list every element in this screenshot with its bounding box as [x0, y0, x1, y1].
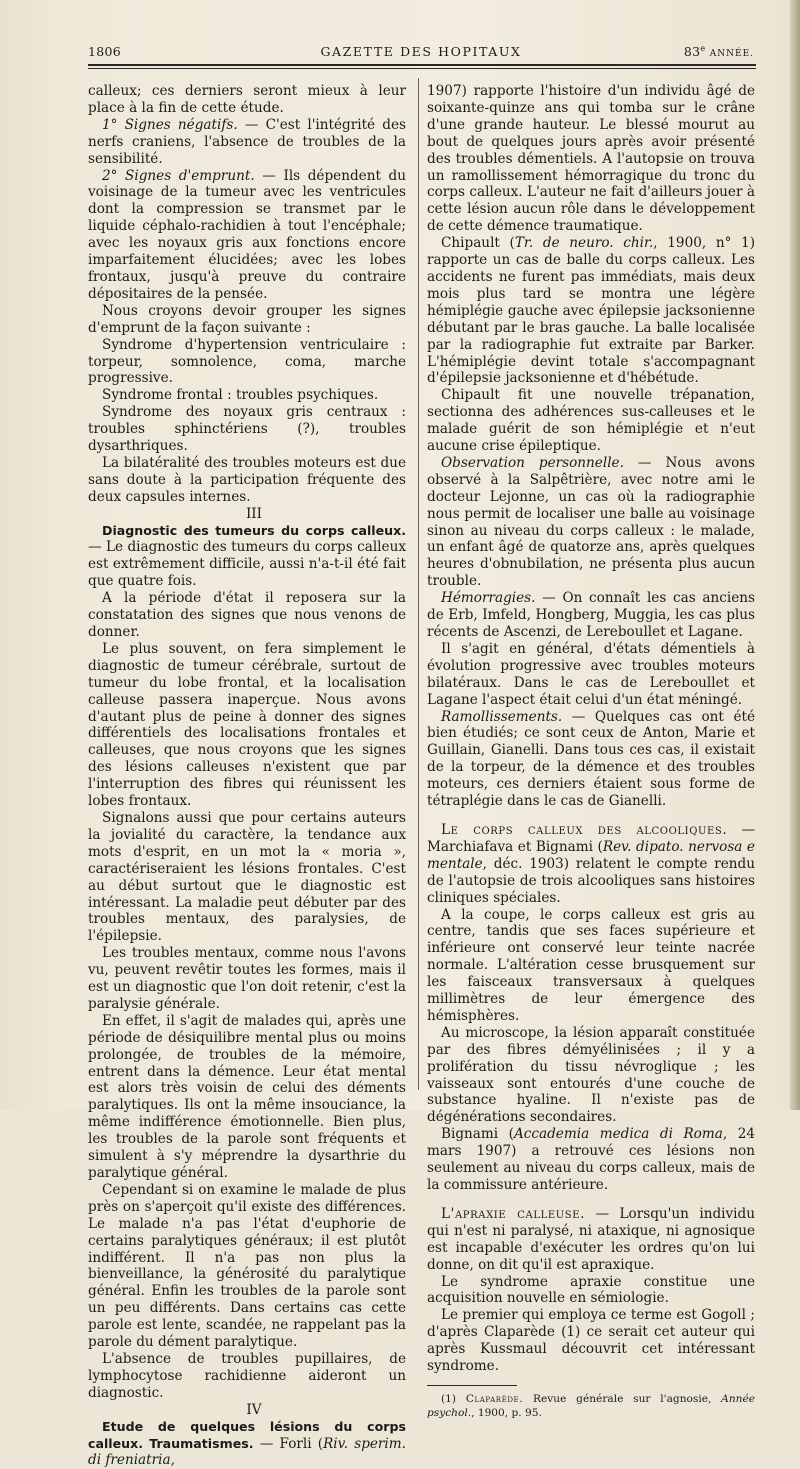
paragraph-text: — On connaît les cas anciens de Erb, Imfeld, Hongberg, Muggia, les cas plus récents de Ascenzi, de Lereboullet et Lagane. [427, 590, 755, 640]
year-suffix: e [700, 44, 706, 53]
paragraph-text: — Le diagnostic des tumeurs du corps calleux est extrêmement difficile, aussi n'a-t-il été fait que quatre fois. [88, 539, 406, 590]
paragraph-text: Bignami ( [441, 1126, 514, 1143]
paragraph-text: , 24 mars 1907) a retrouvé ces lésions non seulement au niveau du corps calleux, mais de la commissure antérieure. [427, 1126, 755, 1193]
paragraph: Signalons aussi que pour certains auteurs la jovialité du caractère, la tendance aux mots d'esprit, en un mot la « moria », caractériseraient les lésions frontales. C'est au début surtout que le diagnostic est intéressant. La maladie peut débuter par des troubles mentaux, des paralysies, de l'épilepsie. [88, 809, 406, 945]
citation: Rev. dipato. nervosa e mentale [427, 838, 755, 872]
section-number: IV [246, 1401, 262, 1418]
journal-year [684, 44, 754, 59]
paragraph-label: 1° Signes négatifs. [102, 116, 238, 133]
footnote-text: Revue générale sur l'agnosie, [523, 1392, 722, 1405]
footnote-rule [427, 1385, 517, 1386]
paragraph: calleux; ces derniers seront mieux à leur place à la fin de cette étude. [88, 83, 406, 116]
left-column [88, 83, 406, 1469]
citation: Riv. sperim. di freniatria [88, 1435, 406, 1469]
paragraph-text: Chipault ( [441, 235, 515, 252]
paragraph-label: Hémorragies. [441, 590, 536, 607]
section-number: III [245, 505, 263, 522]
paragraph [427, 1126, 755, 1194]
paragraph: Les troubles mentaux, comme nous l'avons vu, peuvent revêtir toutes les formes, mais il est un diagnostic que l'on doit retenir, c'est la paralysie générale. [88, 945, 406, 1012]
paragraph: A la coupe, le corps calleux est gris au centre, tandis que ses faces supérieure et inférieure ont conservé leur teinte nacrée normale. L'altération cesse brusquement sur les faisceaux transversaux à quelques millimètres de leur émergence des hémisphères. [427, 906, 755, 1024]
citation: Tr. de neuro. chir. [514, 235, 654, 252]
paragraph: Syndrome des noyaux gris centraux : troubles sphinctériens (?), troubles dysarthriques. [88, 404, 406, 455]
paragraph-text: , 1900, n° 1) rapporte un cas de balle du corps calleux. Les accidents ne furent pas immédiats, mais deux mois plus tard se montra une légère hémiplégie gauche avec épilepsie jacksonienne débutant par le bras gauche. La balle localisée par la radiographie fut extraite par Barker. L'hémiplégie devint totale s'accompagnant d'épilepsie jacksonienne et d'hébétude. [427, 235, 755, 387]
paragraph: Syndrome frontal : troubles psychiques. [102, 387, 379, 404]
column-divider [418, 78, 419, 1090]
citation: Accademia medica di Roma [513, 1126, 723, 1143]
footnote [427, 1392, 755, 1420]
annee-label: ANNÉE. [709, 49, 754, 60]
paragraph-label: Observation personnelle. [441, 454, 624, 471]
paragraph [427, 235, 755, 387]
paragraph [427, 709, 755, 810]
paragraph: Le premier qui employa ce terme est Gogoll ; d'après Claparède (1) ce serait cet auteur qui après Kussmaul découvrit cet intéressant syndrome. [427, 1307, 755, 1375]
paragraph [88, 168, 406, 303]
paragraph-text: , déc. 1903) relatent le compte rendu de l'autopsie de trois alcooliques sans histoires cliniques spéciales. [427, 855, 755, 906]
paragraph-text: — Ils dépendent du voisinage de la tumeur avec les ventricules dont la compression se transmet par le liquide céphalo-rachidien à tout l'encéphale; avec les noyaux gris aux fonctions encore imparfaitement élucidées; avec les lobes frontaux, jusqu'à preuve du contraire dépositaires de la pensée. [88, 167, 407, 302]
paragraph-label: Ramollissements. [441, 708, 563, 725]
subheading: Le corps calleux des alcooliques. [441, 821, 728, 838]
page-edge-shadow [790, 0, 800, 1110]
right-column [427, 83, 755, 1420]
section-heading: Etude de quelques lésions du corps calleux. Traumatismes. [88, 1418, 406, 1451]
page-number: 1806 [88, 44, 122, 59]
paragraph [88, 117, 406, 168]
paragraph-text: — Nous avons observé à la Salpêtrière, avec notre ami le docteur Lejonne, un cas où la radiographie nous permit de localiser une balle au voisinage sinon au niveau du corps calleux : le malade, un enfant âgé de quatorze ans, après quelques heures d'obnubilation, ne présenta plus aucun trouble. [427, 454, 755, 590]
paragraph: L'absence de troubles pupillaires, de lymphocytose rachidienne aideront un diagnostic. [88, 1350, 406, 1401]
running-header [88, 44, 754, 62]
paragraph: Le syndrome apraxie constitue une acquisition nouvelle en sémiologie. [427, 1273, 755, 1307]
paragraph: Chipault fit une nouvelle trépanation, sectionna des adhérences sus-calleuses et le malade guérit de son hémiplégie et n'eut aucune crise épileptique. [427, 387, 755, 455]
paragraph-text: , [170, 1452, 175, 1469]
paragraph: 1907) rapporte l'histoire d'un individu âgé de soixante-quinze ans qui tomba sur le crâne d'une grande hauteur. Le blessé mourut au bout de quelques jours après avoir présenté des troubles démentiels. A l'autopsie on trouva un ramollissement hémorragique du tronc du corps calleux. L'auteur ne fait d'ailleurs jouer à cette lésion aucun rôle dans le développement de cette démence traumatique. [427, 83, 755, 235]
paragraph: La bilatéralité des troubles moteurs est due sans doute à la participation fréquente des deux capsules internes. [88, 454, 406, 505]
paragraph: Au microscope, la lésion apparaît constituée par des fibres démyélinisées ; il y a prolifération du tissu névroglique ; les vaisseaux sont entourés d'une couche de substance hyaline. Il n'existe pas de dégénérations secondaires. [427, 1024, 755, 1126]
header-rule-thick [88, 64, 756, 66]
header-rule-thin [88, 68, 756, 69]
paragraph-text: — Forli ( [253, 1435, 324, 1452]
paragraph: A la période d'état il reposera sur la constatation des signes que nous venons de donner. [88, 590, 406, 640]
paragraph-label: 2° Signes d'emprunt. [102, 167, 255, 184]
citation: Année psychol. [427, 1392, 756, 1419]
paragraph-text: — Lorsqu'un individu qui n'est ni paralysé, ni ataxique, ni agnosique est incapable d'exécuter les ordres qu'on lui donne, on dit qu'il est apraxique. [427, 1205, 755, 1273]
paragraph: Cependant si on examine le malade de plus près on s'aperçoit qu'il existe des différences. Le malade n'a pas l'état d'euphorie de certains paralytiques généraux; il est plutôt indifférent. Il n'a pas non plus la bienveillance, la générosité du paralytique général. Enfin les troubles de la parole sont un peu différents. Dans certains cas cette parole est lente, scandée, ne rappelant pas la parole du dément paralytique. [88, 1181, 406, 1351]
paragraph: Il s'agit en général, d'états démentiels à évolution progressive avec troubles moteurs bilatéraux. Dans le cas de Lereboullet et Lagane l'aspect était celui d'un état méningé. [427, 640, 755, 708]
footnote-text: , 1900, p. 95. [471, 1406, 542, 1419]
paragraph [427, 1206, 755, 1274]
paragraph: Syndrome d'hypertension ventriculaire : torpeur, somnolence, coma, marche progressive. [88, 336, 406, 387]
subheading: L'apraxie calleuse. [441, 1205, 586, 1222]
paragraph: Nous croyons devoir grouper les signes d'emprunt de la façon suivante : [88, 302, 406, 336]
year-number: 83 [683, 44, 701, 60]
paragraph [427, 822, 755, 907]
paragraph-text: — Marchiafava et Bignami ( [427, 821, 755, 855]
paragraph [427, 590, 755, 641]
section-heading-paragraph [88, 523, 406, 591]
section-heading-paragraph [88, 1419, 406, 1469]
paragraph-text: — C'est l'intégrité des nerfs craniens, l'absence de troubles de la sensibilité. [88, 116, 406, 167]
paragraph-text: — Quelques cas ont été bien étudiés; ce sont ceux de Anton, Marie et Guillain, Gianelli. Dans tous ces cas, il existait de la torpeur, de la démence et des troubles moteurs, ces derniers étaient sous forme de tétraplégie dans le cas de Gianelli. [427, 708, 755, 810]
journal-title: GAZETTE DES HOPITAUX [320, 44, 522, 59]
paragraph: En effet, il s'agit de malades qui, après une période de désiquilibre mental plus ou moins prolongée, de troubles de la mémoire, entrent dans la démence. Leur état mental est alors très voisin de celui des déments paralytiques. Ils ont la même insouciance, la même indifférence émotionnelle. Bien plus, les troubles de la parole sont fréquents et simulent à s'y méprendre la dysarthrie du paralytique général. [88, 1012, 406, 1181]
footnote-author: Claparède. [465, 1392, 524, 1405]
paragraph: Le plus souvent, on fera simplement le diagnostic de tumeur cérébrale, surtout de tumeur du lobe frontal, et la localisation calleuse passera inaperçue. Nous avons d'autant plus de peine à donner des signes différentiels des localisations frontales et calleuses, que nous croyons que les signes des lésions calleuses n'existent que par l'interruption des fibres qui réunissent les lobes frontaux. [88, 640, 406, 810]
footnote-number: (1) [441, 1392, 466, 1405]
paragraph [427, 455, 755, 590]
section-heading: Diagnostic des tumeurs du corps calleux. [102, 522, 406, 538]
